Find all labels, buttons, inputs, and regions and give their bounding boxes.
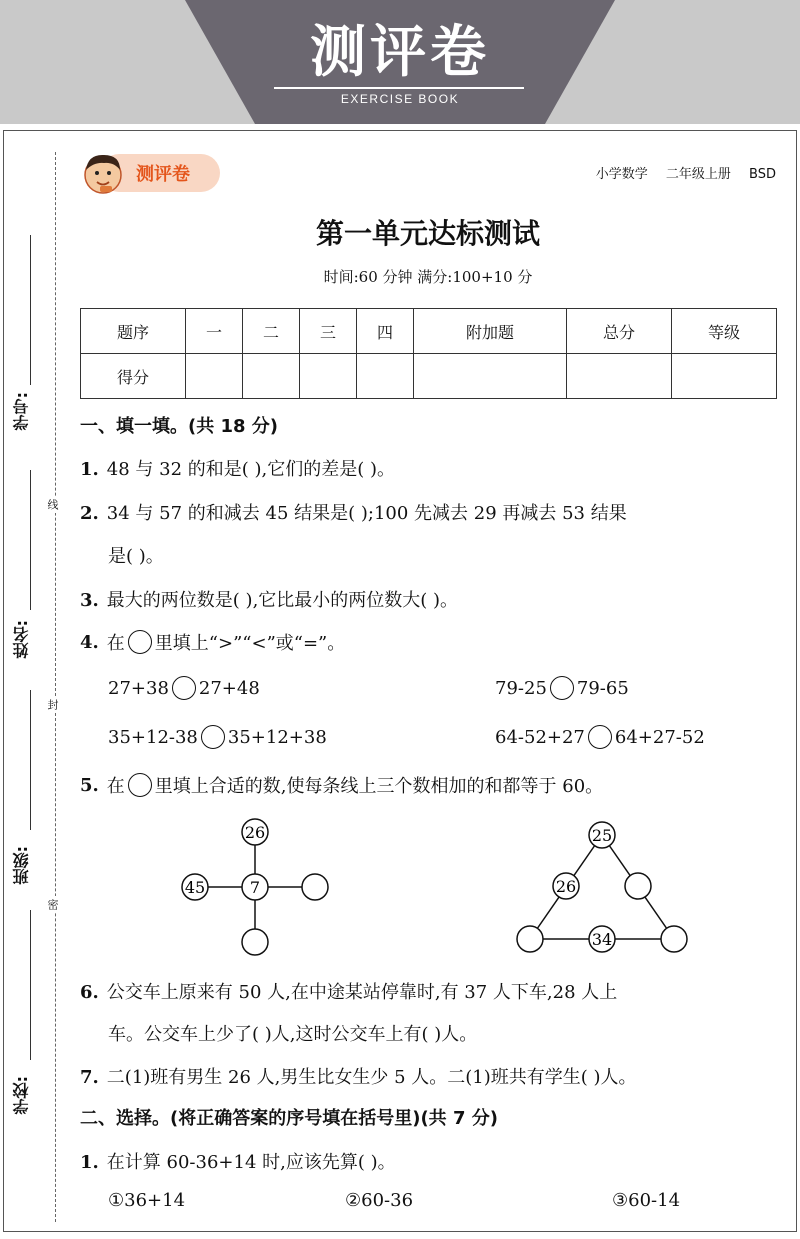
name-label: 姓名: [12,620,31,659]
question-1-3 [80,586,458,612]
score-blank-cell[interactable] [567,354,672,399]
compare-left: 27+38 [108,677,169,699]
compare-right: 35+12+38 [227,726,327,748]
question-text: 34 与 57 的和减去 45 结果是( );100 先减去 29 再减去 53 结果 [106,503,627,524]
question-1-6 [80,978,617,1004]
question-number: 3. [80,590,99,611]
seal-word-seal: 封 [44,696,60,713]
question-number: 1. [80,1152,99,1173]
node-bottom-mid-value: 34 [591,930,613,949]
compare-left: 35+12-38 [108,726,198,748]
question-text: 公交车上原来有 50 人,在中途某站停靠时,有 37 人下车,28 人上 [106,982,618,1003]
table-cell: 四 [357,309,414,354]
compare-right: 27+48 [198,677,260,699]
sidebar-rule [30,690,31,830]
node-bottom-left[interactable] [517,926,543,952]
score-table-score-row [81,354,777,399]
node-right-mid[interactable] [625,873,651,899]
compare-item [108,676,260,700]
edition-text: BSD [749,167,776,182]
question-text: 48 与 32 的和是( ),它们的差是( )。 [106,459,396,480]
question-number: 5. [80,774,99,796]
node-top-value: 25 [591,826,613,845]
student-id-label: 学号: [12,392,31,431]
boy-avatar-icon [80,150,126,196]
grade-text: 二年级上册 [665,167,731,182]
table-cell: 三 [300,309,357,354]
question-text: 二(1)班有男生 26 人,男生比女生少 5 人。二(1)班共有学生( )人。 [106,1067,637,1088]
sidebar-rule [30,910,31,1060]
question-1-6-continuation: 车。公交车上少了( )人,这时公交车上有( )人。 [108,1024,478,1045]
table-cell: 等级 [671,309,776,354]
question-2-1 [80,1148,396,1174]
compare-left: 64-52+27 [495,726,585,748]
score-blank-cell[interactable] [185,354,242,399]
question-number: 1. [80,459,99,480]
school-label: 学校: [12,1076,31,1115]
compare-answer-circle[interactable] [588,725,612,749]
node-center-value: 7 [249,878,261,897]
exam-badge [80,150,220,196]
banner-subtitle: EXERCISE BOOK [340,92,460,106]
score-blank-cell[interactable] [300,354,357,399]
score-blank-cell[interactable] [414,354,567,399]
compare-item [108,725,327,749]
question-1-4 [80,629,345,655]
top-banner [0,0,800,124]
section-1-heading: 一、填一填。(共 18 分) [80,416,279,437]
node-left-value: 45 [184,878,206,897]
question-1-1 [80,455,395,481]
question-1-7 [80,1063,637,1089]
question-number: 2. [80,503,99,524]
binding-dashed-line [55,152,56,1222]
compare-item [495,676,629,700]
question-1-2 [80,499,627,525]
seal-word-secret: 密 [44,896,60,913]
banner-divider [274,87,524,89]
node-left-mid-value: 26 [555,877,577,896]
table-cell: 二 [243,309,300,354]
compare-right: 79-65 [576,677,629,699]
question-text: 最大的两位数是( ),它比最小的两位数大( )。 [106,590,459,611]
compare-answer-circle[interactable] [172,676,196,700]
circle-blank-icon [128,773,152,797]
node-top-value: 26 [244,823,266,842]
node-bottom[interactable] [242,929,268,955]
badge-label: 测评卷 [136,164,190,185]
subject-text: 小学数学 [595,167,648,182]
node-bottom-right[interactable] [661,926,687,952]
compare-right: 64+27-52 [614,726,705,748]
question-text-pre: 在 [106,633,125,654]
score-table [80,308,777,399]
score-blank-cell[interactable] [243,354,300,399]
compare-answer-circle[interactable] [201,725,225,749]
class-label: 班级: [12,846,31,885]
table-cell: 附加题 [414,309,567,354]
question-number: 4. [80,631,99,653]
compare-answer-circle[interactable] [550,676,574,700]
question-text-post: 里填上合适的数,使每条线上三个数相加的和都等于 60。 [154,776,604,797]
compare-left: 79-25 [495,677,547,699]
banner-title: 测评卷 [310,20,490,85]
sidebar-rule [30,235,31,385]
table-cell: 总分 [567,309,672,354]
header-meta [582,163,776,182]
option-1[interactable]: ①36+14 [108,1190,186,1211]
section-2-heading: 二、选择。(将正确答案的序号填在括号里)(共 7 分) [80,1108,498,1129]
option-2[interactable]: ②60-36 [345,1190,414,1211]
compare-item [495,725,705,749]
option-3[interactable]: ③60-14 [612,1190,681,1211]
table-cell: 得分 [81,354,186,399]
seal-word-line: 线 [44,496,60,513]
circle-blank-icon [128,630,152,654]
cross-number-diagram [175,812,335,962]
question-text: 在计算 60-36+14 时,应该先算( )。 [106,1152,396,1173]
node-right[interactable] [302,874,328,900]
question-text-post: 里填上“>”“<”或“=”。 [154,633,346,654]
table-cell: 题序 [81,309,186,354]
score-blank-cell[interactable] [671,354,776,399]
score-table-header-row [81,309,777,354]
triangle-number-diagram [510,815,700,960]
question-text-pre: 在 [106,776,125,797]
question-number: 6. [80,982,99,1003]
score-blank-cell[interactable] [357,354,414,399]
question-1-5 [80,772,603,798]
question-1-2-continuation: 是( )。 [108,546,164,567]
table-cell: 一 [185,309,242,354]
time-and-score-info: 时间:60 分钟 满分:100+10 分 [323,268,533,286]
question-number: 7. [80,1067,99,1088]
sidebar-rule [30,470,31,610]
page-title: 第一单元达标测试 [315,217,540,250]
